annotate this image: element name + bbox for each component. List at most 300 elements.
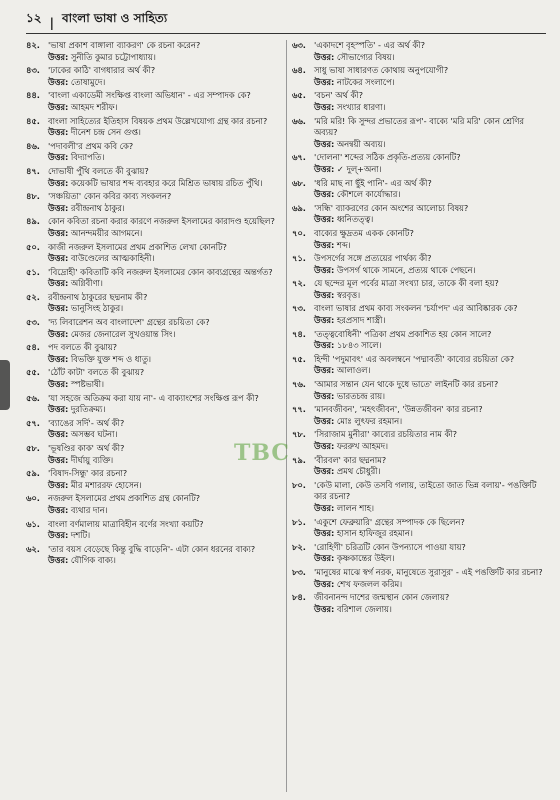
question: [26, 141, 284, 153]
answer-label: উত্তর:: [48, 253, 69, 264]
question-text: 'বিদ্রোহী' কবিতাটি কবি নজরুল ইসলামের কোন কাব্যগ্রন্থের অন্তর্গত?: [48, 266, 273, 277]
question-text: 'মরি মরি! কি সুন্দর প্রভাতের রূপ'- বাক্যে 'মরি মরি' কোন শ্রেণির অব্যয়?: [314, 115, 524, 138]
answer-text: ১৮৪৩ সালে।: [336, 340, 382, 351]
question-number: ৫০.: [26, 241, 40, 252]
question-number: ৭৩.: [292, 303, 306, 314]
answer: [26, 404, 284, 416]
answer: [26, 228, 284, 240]
qa-item: [292, 203, 550, 226]
question: [292, 40, 550, 52]
answer: [292, 214, 550, 226]
answer-label: উত্তর:: [314, 101, 335, 112]
answer-label: উত্তর:: [48, 76, 69, 87]
answer: [26, 354, 284, 366]
answer-label: উত্তর:: [48, 328, 69, 339]
question: [292, 90, 550, 102]
qa-item: [292, 178, 550, 201]
answer-text: আলাওল।: [336, 365, 371, 376]
answer-label: উত্তর:: [314, 502, 335, 513]
scan-edge-mark: [0, 360, 10, 410]
qa-item: [26, 519, 284, 542]
question-number: ৭৬.: [292, 379, 306, 390]
answer-text: দীর্ঘায়ু ব্যক্তি।: [70, 454, 114, 465]
question-text: 'বীরবল' কার ছদ্মনাম?: [314, 454, 387, 465]
answer-label: উত্তর:: [314, 553, 335, 564]
qa-item: [292, 517, 550, 540]
question: [26, 519, 284, 531]
question-number: ৪৩.: [26, 65, 40, 76]
answer-text: মোঃ লুৎফর রহমান।: [336, 415, 403, 426]
qa-item: [292, 65, 550, 88]
qa-item: [26, 40, 284, 63]
qa-item: [292, 429, 550, 452]
answer-label: উত্তর:: [48, 303, 69, 314]
question-text: দোভাষী পুঁথি বলতে কী বুঝায়?: [48, 165, 149, 176]
answer: [26, 379, 284, 391]
answer: [292, 290, 550, 302]
question-number: ৪৫.: [26, 115, 40, 126]
question-text: 'যা সহজে অতিক্রম করা যায় না'- এ বাক্যাংশের সংক্ষিপ্ত রূপ কী?: [48, 392, 259, 403]
qa-item: [292, 40, 550, 63]
answer-text: অনন্বয়ী অব্যয়।: [336, 138, 386, 149]
answer-text: সুনীতি কুমার চট্টোপাধ্যায়।: [70, 51, 156, 62]
qa-item: [26, 367, 284, 390]
page-number: ১২: [26, 11, 42, 25]
question: [26, 40, 284, 52]
answer-label: উত্তর:: [48, 530, 69, 541]
qa-item: [26, 166, 284, 189]
question: [26, 292, 284, 304]
question: [292, 178, 550, 190]
question-number: ৬৩.: [292, 40, 306, 50]
answer-text: প্রমথ চৌধুরী।: [336, 466, 381, 477]
answer-label: উত্তর:: [48, 454, 69, 465]
answer-text: হরপ্রসাদ শাস্ত্রী।: [336, 315, 386, 326]
answer-label: উত্তর:: [48, 152, 69, 163]
answer: [292, 466, 550, 478]
question-text: বাংলা সাহিত্যের ইতিহাস বিষয়ক প্রথম উল্লেখযোগ্য গ্রন্থ কার রচনা?: [48, 115, 268, 126]
question-number: ৬৪.: [292, 65, 306, 76]
question-text: 'ব্যাঙের সর্দি'- অর্থ কী?: [48, 417, 125, 428]
question-text: 'সন্ধি' ব্যাকরণের কোন অংশের আলোচ্য বিষয়?: [314, 202, 469, 213]
question-text: 'ঠোঁট কাটা' বলতে কী বুঝায়?: [48, 367, 145, 378]
question: [292, 542, 550, 554]
answer: [26, 530, 284, 542]
answer-label: উত্তর:: [314, 365, 335, 376]
answer-text: ফররুখ আহমদ।: [336, 441, 388, 451]
answer: [292, 604, 550, 616]
header-divider: |: [49, 16, 54, 30]
question-text: নজরুল ইসলামের প্রথম প্রকাশিত গ্রন্থ কোনটি?: [48, 493, 201, 504]
qa-item: [292, 455, 550, 478]
answer-label: উত্তর:: [314, 138, 335, 149]
question-number: ৬২.: [26, 543, 40, 554]
question-number: ৪৪.: [26, 90, 40, 101]
qa-item: [292, 379, 550, 402]
answer-text: শব্দ।: [336, 239, 351, 250]
qa-item: [292, 354, 550, 377]
question-number: ৫৪.: [26, 342, 40, 353]
column-divider: [286, 40, 287, 792]
answer-text: উপসর্গ থাকে সামনে, প্রত্যয় থাকে পেছনে।: [336, 264, 476, 275]
qa-item: [26, 116, 284, 139]
answer-text: কৃষ্ণকান্তের উইল।: [336, 553, 395, 564]
answer: [26, 278, 284, 290]
question-number: ৮৪.: [292, 592, 306, 603]
question: [26, 544, 284, 556]
question: [292, 303, 550, 315]
qa-item: [292, 116, 550, 151]
answer: [26, 329, 284, 341]
question: [292, 203, 550, 215]
page-header: [26, 12, 546, 34]
question-number: ৫১.: [26, 266, 40, 277]
answer: [26, 77, 284, 89]
answer: [26, 480, 284, 492]
answer-label: উত্তর:: [48, 555, 69, 566]
left-column: [26, 40, 284, 792]
answer: [292, 579, 550, 591]
answer-label: উত্তর:: [314, 578, 335, 589]
question: [292, 592, 550, 604]
question: [26, 267, 284, 279]
question-number: ৬৮.: [292, 177, 306, 188]
question: [292, 455, 550, 467]
answer-text: বিদ্যাপতি।: [70, 152, 105, 163]
question-number: ৪৮.: [26, 191, 40, 202]
question-text: 'মানুষের মাঝে স্বর্গ নরক, মানুষেতে সুরাসুর' - এই পঙক্তিটি কার রচনা?: [314, 566, 543, 577]
question-number: ৬৫.: [292, 90, 306, 101]
answer-text: ভানুসিংহ ঠাকুর।: [70, 303, 124, 314]
answer-label: উত্তর:: [314, 51, 335, 62]
watermark-text: TBC: [234, 440, 290, 466]
qa-item: [26, 65, 284, 88]
qa-item: [26, 141, 284, 164]
question-text: বাংলা ভাষার প্রথম কাব্য সংকলন 'চর্যাপদ' এর আবিষ্কারক কে?: [314, 303, 518, 314]
answer-label: উত্তর:: [314, 340, 335, 351]
qa-item: [26, 393, 284, 416]
question-text: সাধু ভাষা সাধারণত কোথায় অনুপযোগী?: [314, 65, 449, 76]
answer: [26, 505, 284, 517]
answer-label: উত্তর:: [314, 466, 335, 477]
answer: [26, 203, 284, 215]
answer: [26, 52, 284, 64]
question-text: 'তার বয়স বেড়েছে কিন্তু বুদ্ধি বাড়েনি'- এটা কোন ধরনের বাক্য?: [48, 543, 256, 554]
answer-label: উত্তর:: [48, 479, 69, 490]
qa-item: [292, 278, 550, 301]
answer: [292, 553, 550, 565]
answer-text: ✓ দুল্+অনা।: [336, 163, 382, 174]
qa-item: [292, 228, 550, 251]
qa-item: [292, 253, 550, 276]
question-text: 'সঞ্চয়িতা' কোন কবির কাব্য সংকলন?: [48, 191, 172, 202]
qa-item: [26, 468, 284, 491]
answer-text: বাউণ্ডেলের আত্মকাহিনী।: [70, 253, 155, 264]
question: [292, 404, 550, 416]
qa-item: [26, 90, 284, 113]
question-number: ৬৯.: [292, 202, 306, 213]
qa-item: [292, 90, 550, 113]
answer-text: মেজর জেনারেল সুখওয়ান্ত সিং।: [70, 328, 176, 339]
answer-label: উত্তর:: [48, 429, 69, 440]
answer: [26, 555, 284, 567]
question: [26, 216, 284, 228]
question-number: ৭০.: [292, 227, 306, 238]
question-text: 'ভাষা প্রকাশ বাঙ্গালা ব্যাকরণ' কে রচনা করেন?: [48, 40, 201, 50]
answer-label: উত্তর:: [48, 353, 69, 364]
qa-item: [292, 542, 550, 565]
question: [292, 354, 550, 366]
question-number: ৫৬.: [26, 392, 40, 403]
question: [26, 493, 284, 505]
answer: [292, 528, 550, 540]
answer: [292, 102, 550, 114]
question: [292, 429, 550, 441]
answer: [292, 52, 550, 64]
qa-item: [26, 216, 284, 239]
question-number: ৭৭.: [292, 404, 306, 415]
question-text: হিন্দী 'পদুমাবৎ' এর অবলম্বনে 'পদ্মাবতী' কাব্যের রচয়িতা কে?: [314, 353, 515, 364]
answer-text: বরিশাল জেলায়।: [336, 603, 392, 614]
answer-text: নাটকের সংলাপে।: [336, 76, 395, 87]
question-number: ৪৯.: [26, 216, 40, 227]
question: [26, 116, 284, 128]
answer-text: রবীন্দ্রনাথ ঠাকুর।: [70, 202, 125, 213]
qa-item: [292, 592, 550, 615]
question: [292, 228, 550, 240]
question: [292, 116, 550, 139]
answer-label: উত্তর:: [314, 415, 335, 426]
answer-text: ধ্বনিতত্ত্ব।: [336, 214, 374, 225]
answer-text: দুরতিক্রম্য।: [70, 404, 106, 415]
question-number: ৭৫.: [292, 353, 306, 364]
question-text: 'ভূষণ্ডির কাক' অর্থ কী?: [48, 443, 125, 453]
answer-label: উত্তর:: [314, 76, 335, 87]
question-number: ৫৯.: [26, 468, 40, 479]
question: [26, 342, 284, 354]
answer-label: উত্তর:: [314, 289, 335, 300]
answer: [26, 178, 284, 190]
question-text: 'বচন' অর্থ কী?: [314, 90, 364, 101]
answer-text: ভারতচন্দ্র রায়।: [336, 390, 385, 401]
answer-label: উত্তর:: [314, 214, 335, 225]
question: [292, 278, 550, 290]
qa-item: [292, 404, 550, 427]
question: [26, 367, 284, 379]
question-text: 'পদাবলী'র প্রথম কবি কে?: [48, 140, 134, 151]
answer-label: উত্তর:: [314, 264, 335, 275]
answer: [292, 365, 550, 377]
answer: [26, 152, 284, 164]
answer: [26, 253, 284, 265]
question-text: কাজী নজরুল ইসলামের প্রথম প্রকাশিত লেখা কোনটি?: [48, 241, 227, 252]
answer-label: উত্তর:: [48, 202, 69, 213]
question-text: 'কেউ মালা, কেউ তসবি গলায়, তাইতো জাত ভিন্ন বলায়'- পঙক্তিটি কার রচনা?: [314, 479, 537, 502]
answer-label: উত্তর:: [48, 177, 69, 188]
qa-item: [26, 267, 284, 290]
question-text: 'সিরাজাম মুনীরা' কাব্যের রচয়িতার নাম কী?: [314, 429, 458, 440]
question-number: ৭২.: [292, 278, 306, 289]
answer: [26, 102, 284, 114]
question: [292, 329, 550, 341]
question: [26, 393, 284, 405]
question-number: ৮৩.: [292, 566, 306, 577]
question-text: 'ধরি মাছ না ছুঁই পানি'- এর অর্থ কী?: [314, 177, 432, 188]
qa-item: [26, 242, 284, 265]
qa-item: [26, 292, 284, 315]
answer-text: স্পষ্টভাষী।: [70, 379, 104, 390]
answer: [292, 315, 550, 327]
answer-label: উত্তর:: [48, 504, 69, 515]
answer: [292, 265, 550, 277]
answer: [26, 303, 284, 315]
answer-text: কৌশলে কার্যোদ্ধার।: [336, 189, 401, 200]
answer: [292, 503, 550, 515]
answer: [292, 391, 550, 403]
answer-label: উত্তর:: [48, 278, 69, 289]
answer-label: উত্তর:: [314, 528, 335, 539]
answer-text: লালন শাহ।: [336, 502, 374, 513]
question-text: 'তত্ত্ববোধিনী' পত্রিকা প্রথম প্রকাশিত হয় কোন সালে?: [314, 328, 492, 339]
question-number: ৪৬.: [26, 140, 40, 151]
question-number: ৭৯.: [292, 454, 306, 465]
question-text: বাক্যের ক্ষুদ্রতম একক কোনটি?: [314, 227, 414, 238]
answer-label: উত্তর:: [48, 404, 69, 415]
question-text: কোন কবিতা রচনা করার কারণে নজরুল ইসলামের কারাদণ্ড হয়েছিল?: [48, 216, 275, 227]
question-number: ৬০.: [26, 493, 40, 504]
answer-text: কয়েকটি ভাষার শব্দ ব্যবহার করে মিশ্রিত ভাষায় রচিত পুঁথি।: [70, 177, 263, 188]
answer: [292, 189, 550, 201]
question-text: যে ছন্দের মূল পর্বের মাত্রা সংখ্যা চার, তাকে কী বলা হয়?: [314, 278, 499, 289]
question: [26, 166, 284, 178]
answer-label: উত্তর:: [48, 127, 69, 138]
question-number: ৮২.: [292, 541, 306, 552]
answer: [292, 340, 550, 352]
answer-label: উত্তর:: [314, 189, 335, 200]
qa-item: [26, 493, 284, 516]
answer-text: দীনেশ চন্দ্র সেন গুপ্ত।: [70, 127, 141, 138]
question-text: বাংলা বর্ণমালায় মাত্রাবিহীন বর্ণের সংখ্যা কয়টি?: [48, 518, 204, 529]
answer: [292, 77, 550, 89]
question: [292, 517, 550, 529]
question-text: পদ বলতে কী বুঝায়?: [48, 342, 118, 353]
qa-item: [26, 544, 284, 567]
question-text: 'দোলনা' শব্দের সঠিক প্রকৃতি-প্রত্যয় কোনটি?: [314, 152, 461, 163]
question-number: ৫৮.: [26, 443, 40, 453]
right-column: [292, 40, 550, 792]
question: [26, 65, 284, 77]
question-number: ৪২.: [26, 40, 40, 50]
answer-label: উত্তর:: [314, 441, 335, 451]
answer-text: দশটি।: [70, 530, 91, 541]
qa-item: [26, 191, 284, 214]
question: [292, 379, 550, 391]
answer-label: উত্তর:: [314, 239, 335, 250]
question-text: 'বিষাদ-সিন্ধু' কার রচনা?: [48, 468, 128, 479]
answer-label: উত্তর:: [314, 390, 335, 401]
answer-label: উত্তর:: [48, 101, 69, 112]
question: [292, 152, 550, 164]
answer: [292, 164, 550, 176]
answer: [292, 240, 550, 252]
answer-text: যৌগিক বাক্য।: [70, 555, 116, 566]
answer-text: অগ্নিবীণা।: [70, 278, 103, 289]
qa-item: [26, 418, 284, 441]
question-number: ৫৩.: [26, 317, 40, 328]
answer-text: সৌভাগ্যের বিষয়।: [336, 51, 395, 62]
answer-text: ব্যথার দান।: [70, 504, 108, 515]
answer-text: আহমদ শরীফ।: [70, 101, 118, 112]
question-number: ৬৭.: [292, 152, 306, 163]
question-text: জীবনানন্দ দাশের জন্মস্থান কোন জেলায়?: [314, 592, 450, 603]
answer-text: সংখ্যার ধারণা।: [336, 101, 386, 112]
answer-label: উত্তর:: [48, 227, 69, 238]
question: [26, 317, 284, 329]
qa-item: [292, 303, 550, 326]
question-text: 'একুশে ফেব্রুয়ারি' গ্রন্থের সম্পাদক কে ছিলেন?: [314, 516, 465, 527]
question-number: ৭৪.: [292, 328, 306, 339]
answer-text: মীর মশাররফ হোসেন।: [70, 479, 142, 490]
page-title: বাংলা ভাষা ও সাহিত্য: [61, 11, 168, 25]
qa-item: [26, 342, 284, 365]
question-text: উপসর্গের সঙ্গে প্রত্যয়ের পার্থক্য কী?: [314, 253, 432, 264]
question-text: রবীন্দ্রনাথ ঠাকুরের ছদ্মনাম কী?: [48, 291, 148, 302]
question-number: ৭১.: [292, 253, 306, 264]
question: [26, 468, 284, 480]
question-number: ৪৭.: [26, 165, 40, 176]
question: [292, 65, 550, 77]
answer-text: স্বরবৃত্ত।: [336, 289, 361, 300]
question: [26, 242, 284, 254]
question-number: ৬৬.: [292, 115, 306, 126]
answer-text: হাসান হাফিজুর রহমান।: [336, 528, 413, 539]
question-text: 'আমার সন্তান যেন থাকে দুধে ভাতে' লাইনটি কার রচনা?: [314, 379, 499, 390]
watermark-logo: [232, 440, 292, 466]
answer-text: শেখ ফজলল করিম।: [336, 578, 403, 589]
question-number: ৫৭.: [26, 417, 40, 428]
answer-label: উত্তর:: [314, 163, 335, 174]
qa-item: [292, 329, 550, 352]
answer-text: আনন্দময়ীর আগমনে।: [70, 227, 143, 238]
question: [292, 480, 550, 503]
answer-label: উত্তর:: [314, 315, 335, 326]
question-number: ৬১.: [26, 518, 40, 529]
answer: [292, 416, 550, 428]
question-text: 'একাদশে বৃহস্পতি' - এর অর্থ কী?: [314, 40, 425, 50]
answer-text: অসম্ভব ঘটনা।: [70, 429, 118, 440]
question: [26, 191, 284, 203]
qa-item: [292, 152, 550, 175]
answer: [292, 139, 550, 151]
answer-text: তোষামুদে।: [70, 76, 106, 87]
answer-label: উত্তর:: [48, 51, 69, 62]
answer: [292, 441, 550, 453]
question-text: 'ঢাকের কাঠি' বাগধারার অর্থ কী?: [48, 65, 156, 76]
question-number: ৮১.: [292, 516, 306, 527]
answer-text: বিভক্তি যুক্ত শব্দ ও ধাতু।: [70, 353, 152, 364]
question-number: ৮০.: [292, 479, 306, 490]
qa-item: [292, 480, 550, 515]
qa-item: [292, 567, 550, 590]
answer-label: উত্তর:: [48, 379, 69, 390]
question: [292, 567, 550, 579]
question-number: ৭৮.: [292, 429, 306, 440]
question-number: ৫২.: [26, 291, 40, 302]
answer-label: উত্তর:: [314, 603, 335, 614]
question: [26, 418, 284, 430]
question-text: 'রোহিণী' চরিত্রটি কোন উপন্যাসে পাওয়া যায়?: [314, 541, 466, 552]
question-text: 'বাংলা একাডেমী সংক্ষিপ্ত বাংলা অভিধান' - এর সম্পাদক কে?: [48, 90, 251, 101]
